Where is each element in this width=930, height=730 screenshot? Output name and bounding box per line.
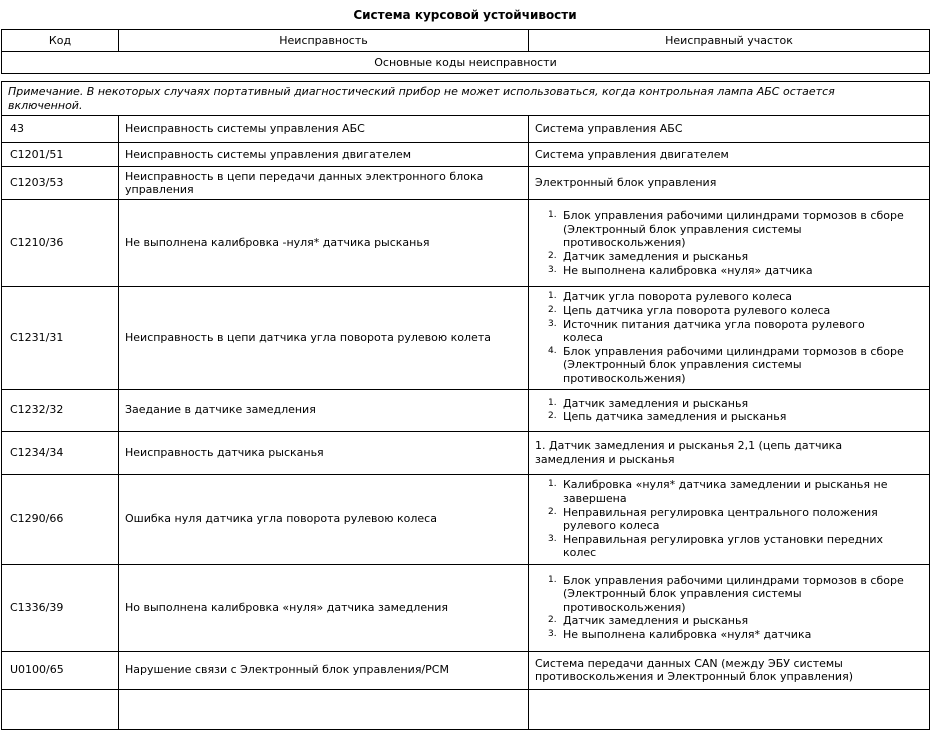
dtc-code: C1231/31 [2, 287, 119, 389]
faulty-area-list-item: Блок управления рабочими цилиндрами тормозов в сборе (Электронный блок управления системы противоскольжения) [563, 344, 904, 385]
col-header-area: Неисправный участок [529, 30, 930, 52]
faulty-area-list-item: Не выполнена калибровка «нуля» датчика [563, 263, 813, 277]
table-row [2, 651, 930, 689]
faulty-area [529, 689, 930, 729]
fault-description: Неисправность в цепи передачи данных электронного блока управления [119, 167, 529, 200]
faulty-area: 1. Датчик замедления и рысканья 2,1 (цепь датчика замедления и рысканья [529, 431, 930, 474]
faulty-area-list-item: Не выполнена калибровка «нуля* датчика [563, 628, 812, 642]
dtc-code: 43 [2, 116, 119, 143]
faulty-area-list-item: Цепь датчика замедления и рысканья [563, 410, 787, 424]
faulty-area-list-item: Неправильная регулировка углов установки передних колес [563, 532, 884, 560]
table-row [2, 389, 930, 431]
faulty-area [529, 200, 930, 287]
faulty-area-list-item: Калибровка «нуля* датчика замедлении и рысканья не завершена [563, 478, 888, 505]
dtc-table [1, 81, 930, 730]
table-row [2, 116, 930, 143]
faulty-area-list-item: Датчик замедления и рысканья [563, 396, 749, 410]
subheader-row [2, 52, 930, 74]
column-header-row [2, 30, 930, 52]
table-row [2, 200, 930, 287]
col-header-code: Код [2, 30, 119, 52]
faulty-area-list [548, 209, 905, 277]
dtc-code [2, 689, 119, 729]
faulty-area: Система передачи данных CAN (между ЭБУ системы противоскольжения и Электронный блок управления) [529, 651, 930, 689]
dtc-code: U0100/65 [2, 651, 119, 689]
dtc-code: C1290/66 [2, 474, 119, 564]
table-row-partial [2, 689, 930, 729]
table-row [2, 474, 930, 564]
table-row [2, 431, 930, 474]
fault-description: Ошибка нуля датчика угла поворота рулевою колеса [119, 474, 529, 564]
faulty-area-list-item: Источник питания датчика угла поворота рулевого колеса [563, 317, 865, 345]
table-row [2, 564, 930, 651]
dtc-code: C1210/36 [2, 200, 119, 287]
fault-description: Нарушение связи с Электронный блок управления/PCM [119, 651, 529, 689]
fault-description: Неисправность системы управления двигателем [119, 143, 529, 167]
dtc-code: C1201/51 [2, 143, 119, 167]
note-cell: Примечание. В некоторых случаях портативный диагностический прибор не может использоваться, когда контрольная лампа АБС остается включенной. [2, 82, 930, 116]
faulty-area [529, 389, 930, 431]
dtc-table-header [1, 29, 930, 74]
note-row [2, 82, 930, 116]
fault-description: Неисправность системы управления АБС [119, 116, 529, 143]
faulty-area-list [548, 574, 905, 642]
faulty-area-list [548, 397, 905, 424]
faulty-area-list-item: Блок управления рабочими цилиндрами тормозов в сборе (Электронный блок управления системы противоскольжения) [563, 209, 904, 250]
faulty-area-list-item: Датчик замедления и рысканья [563, 250, 749, 264]
table-row [2, 287, 930, 389]
table-row [2, 143, 930, 167]
subheader-cell: Основные коды неисправности [2, 52, 930, 74]
faulty-area: Система управления АБС [529, 116, 930, 143]
faulty-area-list-item: Датчик угла поворота рулевого колеса [563, 290, 793, 304]
faulty-area: Электронный блок управления [529, 167, 930, 200]
table-row [2, 167, 930, 200]
faulty-area [529, 564, 930, 651]
faulty-area-list-item: Датчик замедления и рысканья [563, 614, 749, 628]
dtc-code: C1203/53 [2, 167, 119, 200]
fault-description [119, 689, 529, 729]
fault-description: Не выполнена калибровка -нуля* датчика рысканья [119, 200, 529, 287]
fault-description: Неисправность в цепи датчика угла поворота рулевою колета [119, 287, 529, 389]
faulty-area-list [548, 290, 905, 385]
faulty-area: Система управления двигателем [529, 143, 930, 167]
faulty-area-list-item: Блок управления рабочими цилиндрами тормозов в сборе (Электронный блок управления системы противоскольжения) [563, 573, 904, 614]
faulty-area-list-item: Цепь датчика угла поворота рулевого колеса [563, 303, 831, 317]
faulty-area-list [548, 478, 905, 560]
dtc-code: C1234/34 [2, 431, 119, 474]
col-header-fault: Неисправность [119, 30, 529, 52]
dtc-code: C1232/32 [2, 389, 119, 431]
dtc-code: C1336/39 [2, 564, 119, 651]
fault-description: Заедание в датчике замедления [119, 389, 529, 431]
page-title: Система курсовой устойчивости [353, 8, 577, 22]
faulty-area-list-item: Неправильная регулировка центрального положения рулевого колеса [563, 505, 878, 533]
fault-description: Но выполнена калибровка «нуля» датчика замедления [119, 564, 529, 651]
faulty-area [529, 474, 930, 564]
faulty-area [529, 287, 930, 389]
fault-description: Неисправность датчика рысканья [119, 431, 529, 474]
